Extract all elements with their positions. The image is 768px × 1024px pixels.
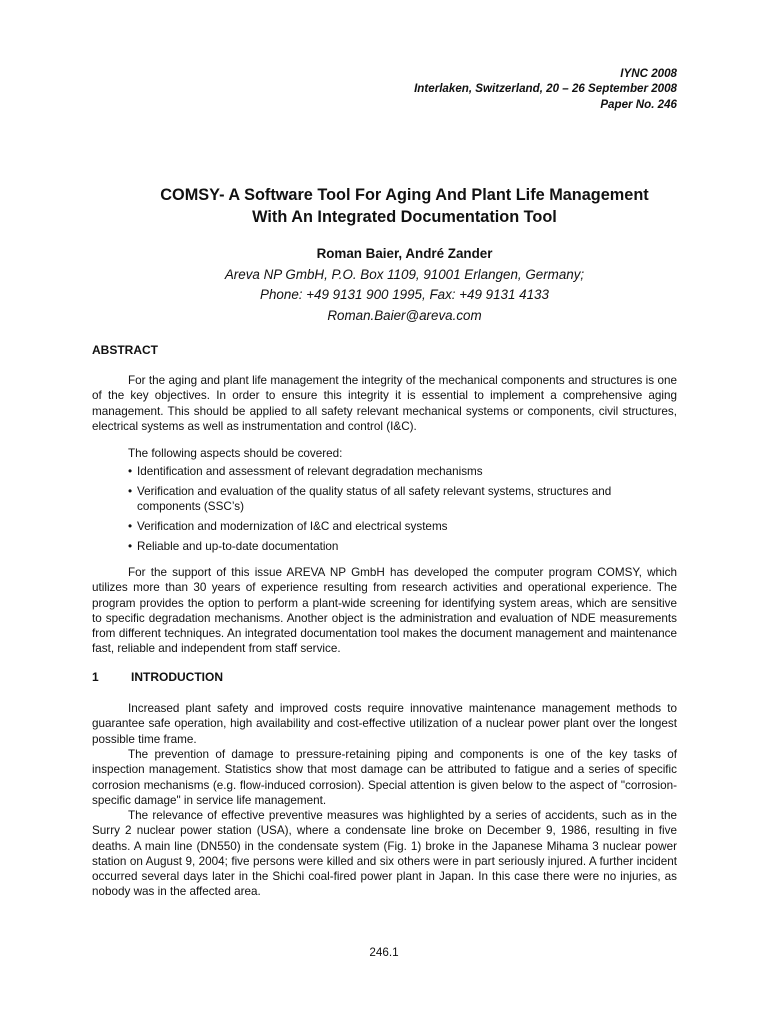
introduction-paragraph-3: The relevance of effective preventive measures was highlighted by a series of accidents, such as in the Surry 2 nuclear power station (USA), where a condensate line broke on December 9, 1986, resulting in five deaths. A main line (DN550) in the condensate system (Fig. 1) broke in the Japanese Mihama 3 nuclear power station on August 9, 2004; five persons were killed and six others were in part seriously injured. A further incident occurred several days later in the Shichi coal-fired power plant in Japan. In this case there were no injuries, as nobody was in the affected area.	[92, 809, 677, 899]
list-item	[128, 519, 677, 534]
aspect-text: Reliable and up-to-date documentation	[137, 539, 339, 553]
list-item	[128, 484, 677, 515]
author-phone: Phone: +49 9131 900 1995, Fax: +49 9131 4133	[260, 287, 549, 302]
author-block	[92, 244, 717, 326]
list-item	[128, 464, 677, 479]
conference-location-date: Interlaken, Switzerland, 20 – 26 September 2008	[414, 82, 677, 96]
section-title: INTRODUCTION	[131, 670, 223, 684]
abstract-heading: ABSTRACT	[92, 343, 158, 357]
abstract-paragraph-2: For the support of this issue AREVA NP GmbH has developed the computer program COMSY, which utilizes more than 30 years of experience resulting from research activities and operational experience. The program provides the option to perform a plant-wide screening for identifying system areas, which are sensitive to specific degradation mechanisms. Another object is the administration and evaluation of NDE measurements from different techniques. An integrated documentation tool makes the document management and maintenance fast, reliable and independent from staff service.	[92, 566, 677, 656]
paper-number: Paper No. 246	[600, 97, 677, 111]
introduction-paragraph-2: The prevention of damage to pressure-retaining piping and components is one of the key tasks of inspection management. Statistics show that most damage can be attributed to fatigue and a series of specific corrosion mechanisms (e.g. flow-induced corrosion). Special attention is given below to the aspect of "corrosion-specific damage" in service life management.	[92, 748, 677, 807]
conference-header	[414, 66, 677, 112]
bullet-icon: •	[128, 485, 133, 499]
paper-title	[92, 184, 717, 228]
aspects-list	[128, 464, 677, 554]
introduction-heading	[92, 670, 223, 685]
title-line-1: COMSY- A Software Tool For Aging And Plant Life Management	[160, 186, 649, 204]
section-number: 1	[92, 670, 99, 684]
author-email[interactable]: Roman.Baier@areva.com	[327, 307, 482, 323]
aspect-text: Identification and assessment of relevant degradation mechanisms	[137, 465, 483, 479]
bullet-icon: •	[128, 465, 133, 479]
abstract-paragraph-1: For the aging and plant life management the integrity of the mechanical components and structures is one of the key objectives. In order to ensure this integrity it is essential to implement a comprehensive aging management. This should be applied to all safety relevant mechanical systems or components, civil structures, electrical systems as well as instrumentation and control (I&C).	[92, 374, 677, 433]
aspect-text: Verification and evaluation of the quality status of all safety relevant systems, structures and components (SSC’s)	[137, 485, 612, 514]
author-names: Roman Baier, André Zander	[316, 246, 493, 261]
bullet-icon: •	[128, 539, 133, 553]
title-line-2: With An Integrated Documentation Tool	[252, 208, 557, 226]
aspects-list-block	[128, 446, 677, 559]
aspect-text: Verification and modernization of I&C and electrical systems	[137, 520, 448, 534]
page-number: 246.1	[369, 946, 399, 959]
aspects-lead: The following aspects should be covered:	[128, 447, 343, 460]
list-item	[128, 539, 677, 554]
author-affiliation: Areva NP GmbH, P.O. Box 1109, 91001 Erlangen, Germany;	[224, 266, 585, 282]
bullet-icon: •	[128, 520, 133, 534]
introduction-paragraph-1: Increased plant safety and improved costs require innovative maintenance management methods to guarantee safe operation, high availability and cost-effective utilization of a nuclear power plant over the longest possible time frame.	[92, 702, 677, 746]
conference-name: IYNC 2008	[620, 67, 677, 80]
